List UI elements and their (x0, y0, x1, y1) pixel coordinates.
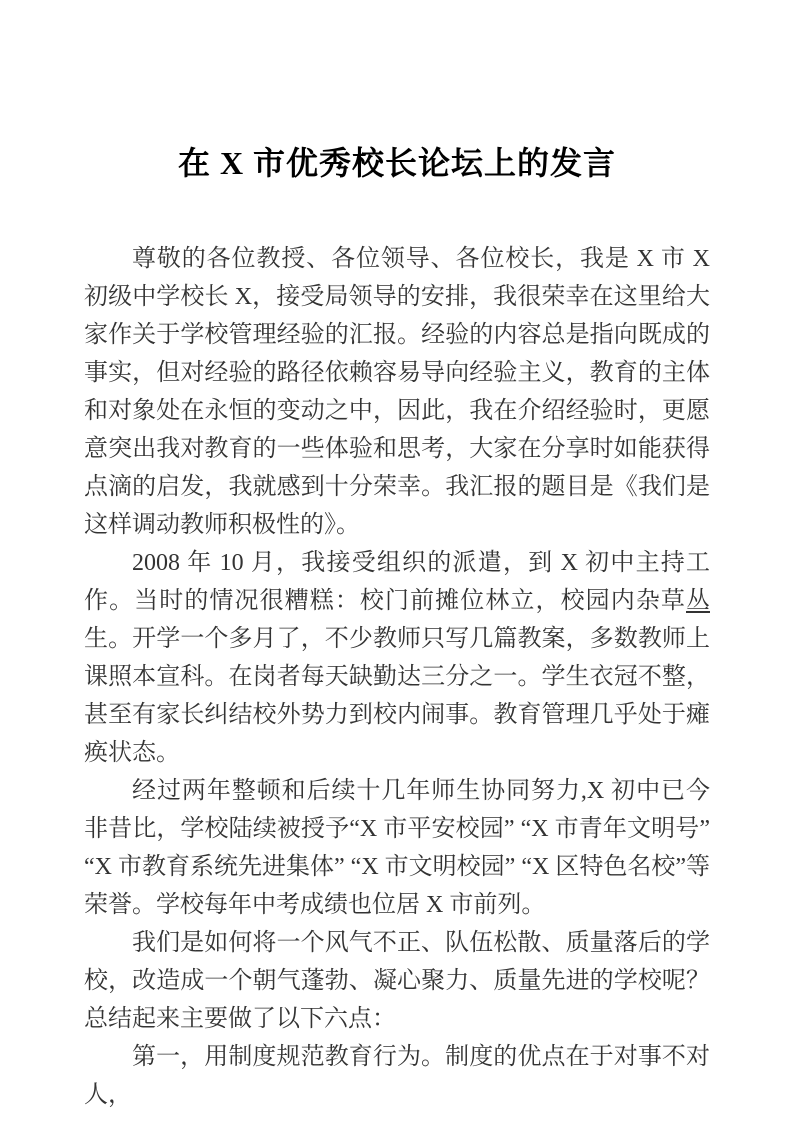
text-run: 生。开学一个多月了，不少教师只写几篇教案，多数教师上课照本宣科。在岗者每天缺勤达三分之一。学生衣冠不整，甚至有家长纠结校外势力到校内闹事。教育管理几乎处于瘫痪状态。 (84, 626, 710, 766)
text-run: 尊敬的各位教授、各位领导、各位校长，我是 X 市 X 初级中学校长 X，接受局领导的安排，我很荣幸在这里给大家作关于学校管理经验的汇报。经验的内容总是指向既成的事实，但对经验的路径依赖容易导向经验主义，教育的主体和对象处在永恒的变动之中，因此，我在介绍经验时，更愿意突出我对教育的一些体验和思考，大家在分享时如能获得点滴的启发，我就感到十分荣幸。我汇报的题目是《我们是这样调动教师积极性的》。 (84, 246, 710, 538)
paragraph (84, 772, 710, 924)
text-run: 第一，用制度规范教育行为。制度的优点在于对事不对人， (84, 1044, 710, 1108)
underlined-text: 丛 (686, 588, 710, 614)
text-run: 我们是如何将一个风气不正、队伍松散、质量落后的学校，改造成一个朝气蓬勃、凝心聚力、质量先进的学校呢？总结起来主要做了以下六点： (84, 930, 710, 1032)
document-body (84, 240, 710, 1114)
text-run: 2008 年 10 月，我接受组织的派遣，到 X 初中主持工作。当时的情况很糟糕：校门前摊位林立，校园内杂草 (84, 550, 710, 614)
paragraph (84, 240, 710, 544)
paragraph (84, 1038, 710, 1114)
paragraph (84, 924, 710, 1038)
text-run: 经过两年整顿和后续十几年师生协同努力,X 初中已今非昔比，学校陆续被授予“X 市平安校园” “X 市青年文明号” “X 市教育系统先进集体” “X 市文明校园” “X 区特色名校”等荣誉。学校每年中考成绩也位居 X 市前列。 (84, 778, 710, 918)
paragraph (84, 544, 710, 772)
document-title: 在 X 市优秀校长论坛上的发言 (177, 145, 617, 181)
